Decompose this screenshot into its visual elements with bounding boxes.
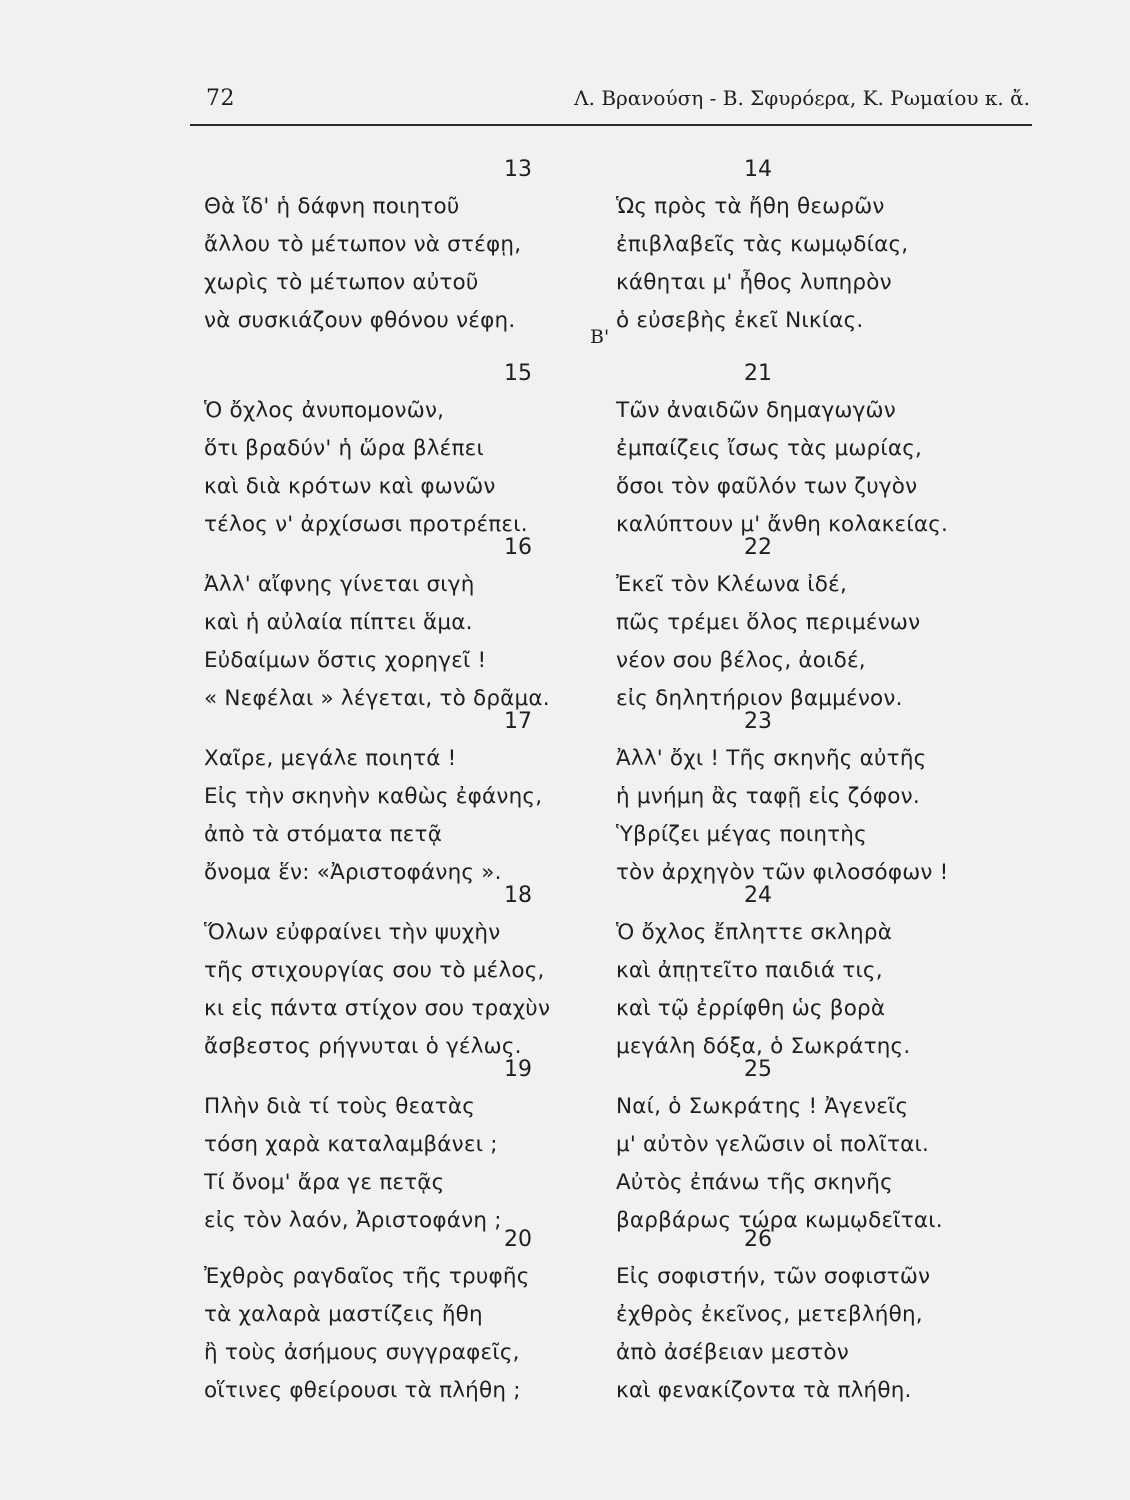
- verse-line: καλύπτουν μ' ἄνθη κολακείας.: [616, 512, 949, 537]
- stanza-number: 15: [504, 361, 532, 386]
- verse-line: Εἰς τὴν σκηνὴν καθὼς ἐφάνης,: [204, 784, 543, 809]
- verse-line: εἰς δηλητήριον βαμμένον.: [616, 686, 903, 711]
- stanza: [204, 152, 604, 340]
- verse-line: Εὐδαίμων ὅστις χορηγεῖ !: [204, 648, 487, 673]
- verse-line: ἄλλου τὸ μέτωπον νὰ στέφῃ,: [204, 232, 522, 257]
- stanza: [204, 704, 604, 892]
- stanza-number: 17: [504, 709, 532, 734]
- verse-line: ὅσοι τὸν φαῦλόν των ζυγὸν: [616, 474, 918, 499]
- stanza: [616, 1052, 1046, 1240]
- verse-line: τὸν ἀρχηγὸν τῶν φιλοσόφων !: [616, 860, 949, 885]
- stanza-number: 21: [744, 361, 772, 386]
- stanza: [616, 356, 1046, 544]
- verse-line: κάθηται μ' ἦθος λυπηρὸν: [616, 270, 892, 295]
- verse-line: καὶ διὰ κρότων καὶ φωνῶν: [204, 474, 496, 499]
- stanza: [204, 1052, 604, 1240]
- verse-line: καὶ ἀπῃτεῖτο παιδιά τις,: [616, 958, 883, 983]
- verse-line: ἀπὸ τὰ στόματα πετᾷ: [204, 822, 443, 847]
- verse-line: χωρὶς τὸ μέτωπον αὐτοῦ: [204, 270, 479, 295]
- header-rule: [190, 124, 1032, 126]
- verse-line: Ὅλων εὐφραίνει τὴν ψυχὴν: [204, 920, 501, 945]
- verse-line: Θὰ ἴδ' ἡ δάφνη ποιητοῦ: [204, 194, 460, 219]
- verse-line: νὰ συσκιάζουν φθόνου νέφη.: [204, 308, 516, 333]
- stanza-number: 13: [504, 157, 532, 182]
- stanza-number: 23: [744, 709, 772, 734]
- verse-line: πῶς τρέμει ὅλος περιμένων: [616, 610, 921, 635]
- verse-line: ἡ μνήμη ἂς ταφῇ εἰς ζόφον.: [616, 784, 920, 809]
- stanza: [616, 530, 1046, 718]
- verse-line: Ἐχθρὸς ραγδαῖος τῆς τρυφῆς: [204, 1264, 530, 1289]
- verse-line: μ' αὐτὸν γελῶσιν οἱ πολῖται.: [616, 1132, 929, 1157]
- stanza: [616, 704, 1046, 892]
- verse-line: νέον σου βέλος, ἀοιδέ,: [616, 648, 866, 673]
- verse-line: ἄσβεστος ρήγνυται ὁ γέλως.: [204, 1034, 522, 1059]
- verse-line: τῆς στιχουργίας σου τὸ μέλος,: [204, 958, 545, 983]
- verse-line: τὰ χαλαρὰ μαστίζεις ἤθη: [204, 1302, 483, 1327]
- stanza-number: 14: [744, 157, 772, 182]
- verse-line: καὶ τῷ ἐρρίφθη ὡς βορὰ: [616, 996, 886, 1021]
- verse-line: εἰς τὸν λαόν, Ἀριστοφάνη ;: [204, 1208, 502, 1233]
- stanza: [616, 1222, 1046, 1410]
- verse-line: Ἀλλ' ὄχι ! Τῆς σκηνῆς αὐτῆς: [616, 746, 927, 771]
- stanza: [204, 356, 604, 544]
- verse-line: μεγάλη δόξα, ὁ Σωκράτης.: [616, 1034, 911, 1059]
- verse-line: ἐπιβλαβεῖς τὰς κωμῳδίας,: [616, 232, 909, 257]
- verse-line: οἵτινες φθείρουσι τὰ πλήθη ;: [204, 1378, 521, 1403]
- verse-line: τέλος ν' ἀρχίσωσι προτρέπει.: [204, 512, 528, 537]
- verse-line: ἀπὸ ἀσέβειαν μεστὸν: [616, 1340, 849, 1365]
- verse-line: Αὐτὸς ἐπάνω τῆς σκηνῆς: [616, 1170, 893, 1195]
- stanza-number: 19: [504, 1057, 532, 1082]
- verse-line: Πλὴν διὰ τί τοὺς θεατὰς: [204, 1094, 476, 1119]
- verse-line: ὅτι βραδύν' ἡ ὥρα βλέπει: [204, 436, 484, 461]
- verse-line: ὁ εὐσεβὴς ἐκεῖ Νικίας.: [616, 308, 864, 333]
- stanza-number: 22: [744, 535, 772, 560]
- verse-line: καὶ ἡ αὐλαία πίπτει ἅμα.: [204, 610, 473, 635]
- verse-line: ἐμπαίζεις ἴσως τὰς μωρίας,: [616, 436, 923, 461]
- stanza: [204, 1222, 604, 1410]
- section-mark: Β': [590, 326, 610, 348]
- stanza-number: 18: [504, 883, 532, 908]
- verse-line: Ὁ ὄχλος ἔπληττε σκληρὰ: [616, 920, 893, 945]
- stanza: [616, 152, 1046, 340]
- verse-line: βαρβάρως τώρα κωμῳδεῖται.: [616, 1208, 943, 1233]
- stanza: [204, 530, 604, 718]
- verse-line: Χαῖρε, μεγάλε ποιητά !: [204, 746, 457, 771]
- stanza-number: 26: [744, 1227, 772, 1252]
- verse-line: Ναί, ὁ Σωκράτης ! Ἀγενεῖς: [616, 1094, 909, 1119]
- verse-line: καὶ φενακίζοντα τὰ πλήθη.: [616, 1378, 912, 1403]
- verse-line: Ὁ ὄχλος ἀνυπομονῶν,: [204, 398, 445, 423]
- verse-line: Τί ὄνομ' ἄρα γε πετᾷς: [204, 1170, 445, 1195]
- verse-line: « Νεφέλαι » λέγεται, τὸ δρᾶμα.: [204, 686, 550, 711]
- verse-line: Ἐκεῖ τὸν Κλέωνα ἰδέ,: [616, 572, 847, 597]
- stanza-number: 20: [504, 1227, 532, 1252]
- verse-line: Τῶν ἀναιδῶν δημαγωγῶν: [616, 398, 896, 423]
- verse-line: κι εἰς πάντα στίχον σου τραχὺν: [204, 996, 551, 1021]
- running-title: Λ. Βρανούση - Β. Σφυρόερα, Κ. Ρωμαίου κ. ἄ.: [574, 86, 1030, 110]
- stanza-number: 16: [504, 535, 532, 560]
- verse-line: ὄνομα ἕν: «Ἀριστοφάνης ».: [204, 860, 502, 885]
- page-number: 72: [206, 86, 235, 111]
- verse-line: Εἰς σοφιστήν, τῶν σοφιστῶν: [616, 1264, 931, 1289]
- verse-line: ἐχθρὸς ἐκεῖνος, μετεβλήθη,: [616, 1302, 923, 1327]
- stanza-number: 24: [744, 883, 772, 908]
- stanza: [204, 878, 604, 1066]
- page-header: [190, 80, 1032, 120]
- verse-line: Ὡς πρὸς τὰ ἤθη θεωρῶν: [616, 194, 885, 219]
- stanza-number: 25: [744, 1057, 772, 1082]
- verse-line: τόση χαρὰ καταλαμβάνει ;: [204, 1132, 498, 1157]
- verse-line: ἢ τοὺς ἀσήμους συγγραφεῖς,: [204, 1340, 520, 1365]
- verse-line: Ἀλλ' αἴφνης γίνεται σιγὴ: [204, 572, 475, 597]
- verse-line: Ὑβρίζει μέγας ποιητὴς: [616, 822, 867, 847]
- stanza: [616, 878, 1046, 1066]
